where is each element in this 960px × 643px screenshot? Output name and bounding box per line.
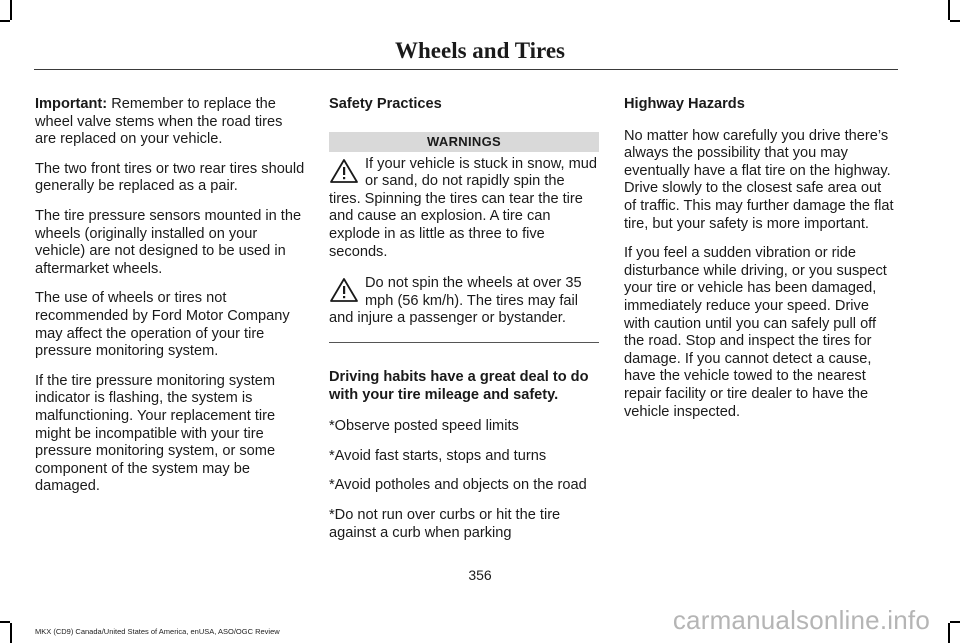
crop-mark	[10, 623, 12, 643]
paragraph: The two front tires or two rear tires should generally be replaced as a pair.	[35, 160, 305, 195]
paragraph: If the tire pressure monitoring system indicator is flashing, the system is malfunctioning. Your replacement tire might be incompatible with your tire pressure monitoring system, or some component of the system may be damaged.	[35, 372, 276, 495]
column-left	[35, 96, 307, 508]
crop-mark	[10, 0, 12, 20]
warning-triangle-icon	[329, 277, 359, 303]
header-divider	[34, 69, 898, 70]
section-heading: Highway Hazards	[624, 96, 745, 112]
warnings-divider	[329, 342, 599, 343]
section-heading: Safety Practices	[329, 96, 442, 112]
crop-mark	[950, 20, 960, 22]
important-note	[35, 96, 307, 149]
crop-mark	[948, 623, 950, 643]
important-label: Important:	[35, 96, 108, 112]
page-number: 356	[468, 567, 492, 583]
warning-item	[329, 156, 599, 262]
column-middle	[329, 96, 599, 554]
crop-mark	[948, 0, 950, 20]
warning-item	[329, 275, 599, 328]
paragraph: If you feel a sudden vibration or ride disturbance while driving, or you suspect your tire or vehicle has been damaged, immediately reduce your speed. Drive with caution until you can safely pull off the road. Stop and inspect the tires for damage. If you cannot detect a cause, have the vehicle towed to the nearest repair facility or tire dealer to have the vehicle inspected.	[624, 245, 887, 420]
paragraph: The use of wheels or tires not recommended by Ford Motor Company may affect the operation of your tire pressure monitoring system.	[35, 290, 290, 360]
watermark: carmanualsonline.info	[672, 605, 930, 635]
page-title: Wheels and Tires	[395, 38, 565, 63]
crop-mark	[0, 621, 10, 623]
warnings-banner: WARNINGS	[329, 132, 599, 152]
subheading: Driving habits have a great deal to do with your tire mileage and safety.	[329, 368, 589, 403]
paragraph: The tire pressure sensors mounted in the wheels (originally installed on your vehicle) are not designed to be used in aftermarket wheels.	[35, 207, 302, 277]
important-text: Remember to replace the wheel valve stems when the road tires are replaced on your vehicle.	[35, 96, 283, 148]
list-item: *Avoid potholes and objects on the road	[329, 477, 587, 494]
warning-text: If your vehicle is stuck in snow, mud or sand, do not rapidly spin the tires. Spinning the tires can tear the tire and cause an explosion. A tire can explode in as little as three to five seconds.	[329, 155, 597, 260]
paragraph: No matter how carefully you drive there’s always the possibility that you may eventually have a flat tire on the highway. Drive slowly to the closest safe area out of traffic. This may further damage the flat tire, but your safety is more important.	[624, 127, 894, 232]
warning-text: Do not spin the wheels at over 35 mph (56 km/h). The tires may fail and injure a passenger or bystander.	[329, 275, 582, 327]
document-info: MKX (CD9) Canada/United States of America, enUSA, ASO/OGC Review	[35, 627, 280, 636]
list-item: *Avoid fast starts, stops and turns	[329, 447, 547, 464]
warning-triangle-icon	[329, 158, 359, 184]
crop-mark	[950, 621, 960, 623]
crop-mark	[0, 20, 10, 22]
list-item: *Do not run over curbs or hit the tire against a curb when parking	[329, 506, 561, 541]
list-item: *Observe posted speed limits	[329, 418, 519, 435]
column-right	[624, 96, 896, 433]
